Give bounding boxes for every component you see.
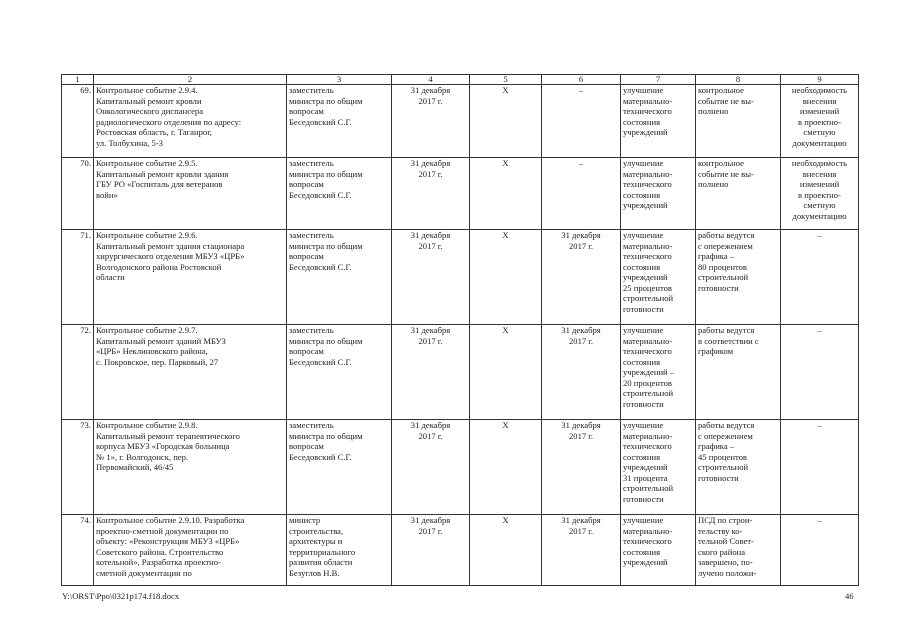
execution-status: работы ведутся в соответствии с графиком <box>696 325 781 420</box>
column-number: 1 <box>62 75 94 85</box>
column-number: 4 <box>392 75 470 85</box>
table-row <box>62 85 859 158</box>
fact-date: 31 декабря 2017 г. <box>542 230 621 325</box>
page-number: 46 <box>845 591 854 601</box>
fact-date: – <box>542 85 621 158</box>
event-description: Контрольное событие 2.9.6. Капитальный ремонт здания стационара хирургического отделения МБУЗ «ЦРБ» Волгодонского района Ростовской области <box>94 230 287 325</box>
control-events-table <box>61 74 859 586</box>
footer-file-path: Y:\ORST\Ppo\0321p174.f18.docx <box>62 591 180 601</box>
column-5-mark: X <box>470 230 542 325</box>
responsible-person: заместитель министра по общим вопросам Беседовский С.Г. <box>287 230 392 325</box>
column-number: 2 <box>94 75 287 85</box>
column-5-mark: X <box>470 158 542 230</box>
responsible-person: заместитель министра по общим вопросам Беседовский С.Г. <box>287 420 392 515</box>
execution-status: ПСД по строи- тельству ко- тельной Совет- ского района завершено, по- лучено положи- <box>696 515 781 586</box>
fact-date: 31 декабря 2017 г. <box>542 325 621 420</box>
column-number-row <box>62 75 859 85</box>
expected-result: улучшение материально- технического состояния учреждений <box>621 85 696 158</box>
plan-date: 31 декабря 2017 г. <box>392 230 470 325</box>
event-description: Контрольное событие 2.9.10. Разработка проектно-сметной документации по объекту: «Реконструкция МБУЗ «ЦРБ» Советского района. Строительство котельной», Разработка проектно- сметной документации по <box>94 515 287 586</box>
event-description: Контрольное событие 2.9.7. Капитальный ремонт зданий МБУЗ «ЦРБ» Неклиновского района, с. Покровское, пер. Парковый, 27 <box>94 325 287 420</box>
responsible-person: заместитель министра по общим вопросам Беседовский С.Г. <box>287 325 392 420</box>
column-number: 8 <box>696 75 781 85</box>
note: – <box>781 230 859 325</box>
fact-date: 31 декабря 2017 г. <box>542 420 621 515</box>
row-number: 70. <box>62 158 94 230</box>
table-row <box>62 325 859 420</box>
table-row <box>62 230 859 325</box>
column-number: 6 <box>542 75 621 85</box>
execution-status: работы ведутся с опережением графика – 45 процентов строительной готовности <box>696 420 781 515</box>
column-5-mark: X <box>470 85 542 158</box>
execution-status: контрольное событие не вы- полнено <box>696 85 781 158</box>
row-number: 74. <box>62 515 94 586</box>
responsible-person: министр строительства, архитектуры и территориального развития области Безуглов Н.В. <box>287 515 392 586</box>
expected-result: улучшение материально- технического состояния учреждений – 20 процентов строительной готовности <box>621 325 696 420</box>
note: – <box>781 515 859 586</box>
execution-status: работы ведутся с опережением графика – 80 процентов строительной готовности <box>696 230 781 325</box>
note: необходимость внесения изменений в проектно- сметную документацию <box>781 158 859 230</box>
column-number: 7 <box>621 75 696 85</box>
table-row <box>62 420 859 515</box>
table-row <box>62 158 859 230</box>
expected-result: улучшение материально- технического состояния учреждений <box>621 515 696 586</box>
row-number: 69. <box>62 85 94 158</box>
row-number: 73. <box>62 420 94 515</box>
column-5-mark: X <box>470 420 542 515</box>
expected-result: улучшение материально- технического состояния учреждений 31 процента строительной готовности <box>621 420 696 515</box>
note: необходимость внесения изменений в проектно- сметную документацию <box>781 85 859 158</box>
note: – <box>781 325 859 420</box>
column-5-mark: X <box>470 515 542 586</box>
row-number: 72. <box>62 325 94 420</box>
event-description: Контрольное событие 2.9.5. Капитальный ремонт кровли здания ГБУ РО «Госпиталь для ветеранов войн» <box>94 158 287 230</box>
expected-result: улучшение материально- технического состояния учреждений <box>621 158 696 230</box>
row-number: 71. <box>62 230 94 325</box>
responsible-person: заместитель министра по общим вопросам Беседовский С.Г. <box>287 158 392 230</box>
column-number: 5 <box>470 75 542 85</box>
responsible-person: заместитель министра по общим вопросам Беседовский С.Г. <box>287 85 392 158</box>
table-row <box>62 515 859 586</box>
column-number: 9 <box>781 75 859 85</box>
fact-date: 31 декабря 2017 г. <box>542 515 621 586</box>
column-number: 3 <box>287 75 392 85</box>
execution-status: контрольное событие не вы- полнено <box>696 158 781 230</box>
plan-date: 31 декабря 2017 г. <box>392 85 470 158</box>
note: – <box>781 420 859 515</box>
event-description: Контрольное событие 2.9.4. Капитальный ремонт кровли Онкологического диспансера радиологического отделения по адресу: Ростовская область, г. Таганрог, ул. Толбухина, 5-3 <box>94 85 287 158</box>
plan-date: 31 декабря 2017 г. <box>392 325 470 420</box>
event-description: Контрольное событие 2.9.8. Капитальный ремонт терапевтического корпуса МБУЗ «Городская больница № 1», г. Волгодонск, пер. Первомайский, 46/45 <box>94 420 287 515</box>
plan-date: 31 декабря 2017 г. <box>392 420 470 515</box>
plan-date: 31 декабря 2017 г. <box>392 515 470 586</box>
column-5-mark: X <box>470 325 542 420</box>
fact-date: – <box>542 158 621 230</box>
plan-date: 31 декабря 2017 г. <box>392 158 470 230</box>
expected-result: улучшение материально- технического состояния учреждений 25 процентов строительной готовности <box>621 230 696 325</box>
